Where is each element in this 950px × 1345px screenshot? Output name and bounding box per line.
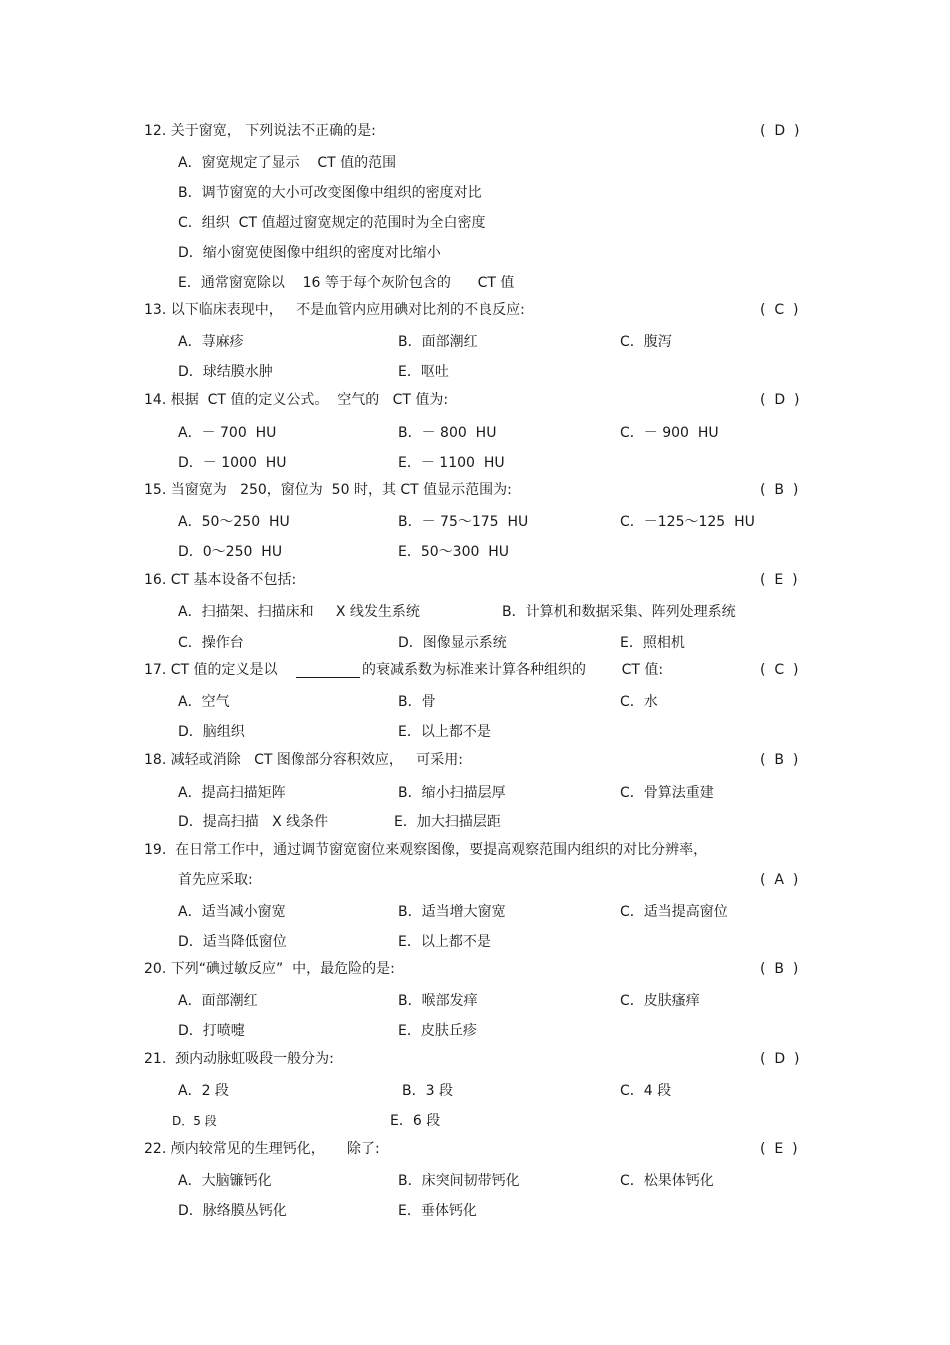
question-12: 12. 关于窗宽， 下列说法不正确的是: (144, 123, 376, 139)
question-22: 22. 颅内较常见的生理钙化， 除了: (144, 1141, 380, 1157)
option-14-b: B．－ 800 HU (398, 425, 497, 441)
option-13-a: A．荨麻疹 (178, 334, 244, 350)
option-19-c: C．适当提高窗位 (620, 904, 728, 920)
option-22-a: A．大脑镰钙化 (178, 1173, 272, 1189)
option-21-c: C．4 段 (620, 1083, 672, 1099)
option-17-b: B．骨 (398, 694, 436, 710)
option-20-c: C．皮肤瘙痒 (620, 993, 700, 1009)
answer-17: ( C ) (760, 662, 799, 678)
option-12-e: E．通常窗宽除以 16 等于每个灰阶包含的 CT 值 (178, 275, 515, 291)
option-18-c: C．骨算法重建 (620, 785, 714, 801)
answer-20: ( B ) (760, 961, 799, 977)
option-12-d: D．缩小窗宽使图像中组织的密度对比缩小 (178, 245, 441, 261)
option-15-c: C．－125～125 HU (620, 514, 755, 530)
option-15-b: B．－ 75～175 HU (398, 514, 529, 530)
option-14-e: E．－ 1100 HU (398, 455, 505, 471)
question-14: 14. 根据 CT 值的定义公式。 空气的 CT 值为: (144, 392, 449, 408)
question-13: 13. 以下临床表现中， 不是血管内应用碘对比剂的不良反应: (144, 302, 525, 318)
option-18-e: E．加大扫描层距 (394, 814, 501, 830)
option-19-b: B．适当增大窗宽 (398, 904, 506, 920)
option-16-c: C．操作台 (178, 635, 244, 651)
option-18-d: D．提高扫描 X 线条件 (178, 814, 329, 830)
option-21-e: E．6 段 (390, 1113, 441, 1129)
answer-18: ( B ) (760, 752, 799, 768)
option-15-d: D．0～250 HU (178, 544, 283, 560)
question-19: 19. 在日常工作中，通过调节窗宽窗位来观察图像，要提高观察范围内组织的对比分辨率， (144, 842, 708, 858)
option-17-e: E．以上都不是 (398, 724, 491, 740)
option-13-e: E．呕吐 (398, 364, 449, 380)
answer-15: ( B ) (760, 482, 799, 498)
answer-19: ( A ) (760, 872, 799, 888)
option-20-e: E．皮肤丘疹 (398, 1023, 477, 1039)
option-22-d: D．脉络膜丛钙化 (178, 1203, 287, 1219)
option-12-a: A．窗宽规定了显示 CT 值的范围 (178, 155, 397, 171)
answer-14: ( D ) (760, 392, 800, 408)
option-12-c: C．组织 CT 值超过窗宽规定的范围时为全白密度 (178, 215, 486, 231)
question-17: 17. CT 值的定义是以 (144, 662, 278, 678)
option-21-a: A．2 段 (178, 1083, 229, 1099)
option-22-b: B．床突间韧带钙化 (398, 1173, 520, 1189)
question-16: 16. CT 基本设备不包括: (144, 572, 297, 588)
option-14-a: A．－ 700 HU (178, 425, 277, 441)
question-17-cont: 的衰减系数为标准来计算各种组织的 CT 值: (362, 662, 664, 678)
question-20: 20. 下列“碘过敏反应” 中，最危险的是: (144, 961, 395, 977)
option-19-d: D．适当降低窗位 (178, 934, 287, 950)
answer-13: ( C ) (760, 302, 799, 318)
question-18: 18. 减轻或消除 CT 图像部分容积效应， 可采用: (144, 752, 463, 768)
question-19-cont: 首先应采取: (178, 872, 253, 888)
question-21: 21. 颈内动脉虹吸段一般分为: (144, 1051, 334, 1067)
question-15: 15. 当窗宽为 250，窗位为 50 时，其 CT 值显示范围为: (144, 482, 512, 498)
option-16-d: D．图像显示系统 (398, 635, 507, 651)
answer-16: ( E ) (760, 572, 798, 588)
option-16-a: A．扫描架、扫描床和 X 线发生系统 (178, 604, 420, 620)
option-15-a: A．50～250 HU (178, 514, 290, 530)
option-21-b: B．3 段 (402, 1083, 453, 1099)
option-22-e: E．垂体钙化 (398, 1203, 477, 1219)
option-21-d: D．5 段 (172, 1114, 217, 1128)
answer-21: ( D ) (760, 1051, 800, 1067)
option-19-e: E．以上都不是 (398, 934, 491, 950)
answer-12: ( D ) (760, 123, 800, 139)
option-19-a: A．适当减小窗宽 (178, 904, 286, 920)
option-17-a: A．空气 (178, 694, 230, 710)
option-12-b: B．调节窗宽的大小可改变图像中组织的密度对比 (178, 185, 482, 201)
option-14-c: C．－ 900 HU (620, 425, 719, 441)
option-18-a: A．提高扫描矩阵 (178, 785, 286, 801)
answer-22: ( E ) (760, 1141, 798, 1157)
option-18-b: B．缩小扫描层厚 (398, 785, 506, 801)
option-14-d: D．－ 1000 HU (178, 455, 287, 471)
option-13-d: D．球结膜水肿 (178, 364, 273, 380)
option-16-e: E．照相机 (620, 635, 685, 651)
option-20-d: D．打喷嚏 (178, 1023, 245, 1039)
option-16-b: B．计算机和数据采集、阵列处理系统 (502, 604, 736, 620)
option-20-b: B．喉部发痒 (398, 993, 478, 1009)
option-13-c: C．腹泻 (620, 334, 672, 350)
option-13-b: B．面部潮红 (398, 334, 478, 350)
option-20-a: A．面部潮红 (178, 993, 258, 1009)
option-15-e: E．50～300 HU (398, 544, 510, 560)
option-17-c: C．水 (620, 694, 658, 710)
fill-in-blank (296, 677, 360, 678)
option-22-c: C．松果体钙化 (620, 1173, 714, 1189)
option-17-d: D．脑组织 (178, 724, 245, 740)
